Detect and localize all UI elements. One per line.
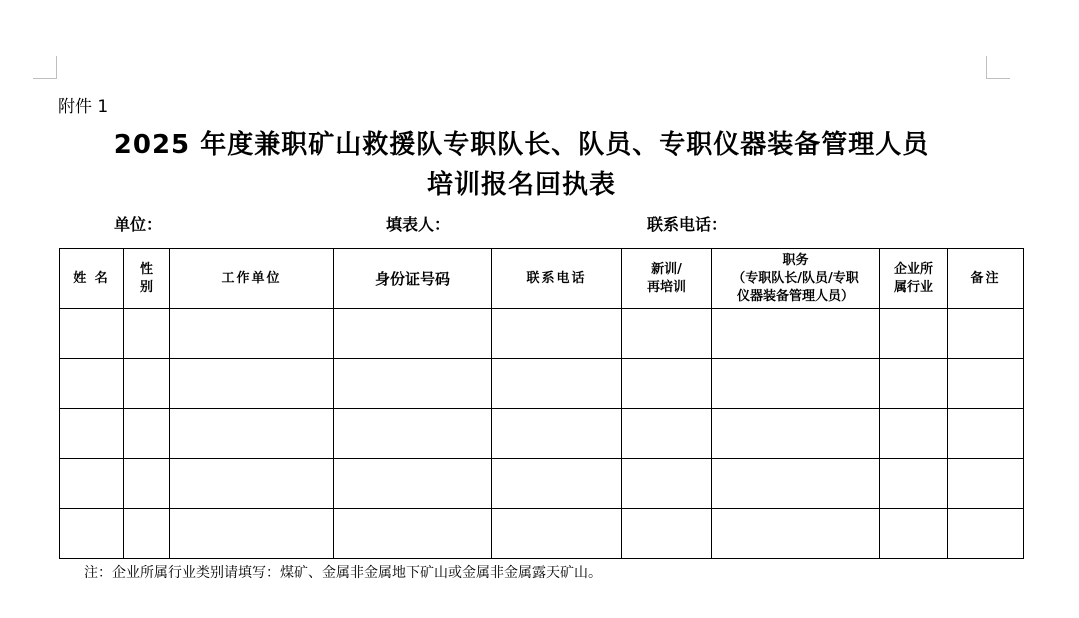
name-cell[interactable] [60, 359, 124, 409]
phone-cell[interactable] [492, 409, 622, 459]
gender-cell[interactable] [124, 459, 170, 509]
gender-cell[interactable] [124, 309, 170, 359]
table-header-row [60, 249, 1024, 309]
document-title-line-2: 培训报名回执表 [426, 170, 616, 200]
document-title-line-1: 2025 年度兼职矿山救援队专职队长、队员、专职仪器装备管理人员 [113, 130, 930, 160]
unit-label: 单位： [114, 215, 163, 234]
remarks-cell[interactable] [948, 409, 1024, 459]
industry-cell[interactable] [880, 359, 948, 409]
header-work-unit: 工作单位 [170, 249, 334, 309]
position-cell[interactable] [712, 509, 880, 559]
training-type-cell[interactable] [622, 509, 712, 559]
gender-cell[interactable] [124, 409, 170, 459]
work-unit-cell[interactable] [170, 459, 334, 509]
name-cell[interactable] [60, 459, 124, 509]
header-position: 职务 （专职队长/队员/专职 仪器装备管理人员） [712, 249, 880, 309]
header-name: 姓 名 [60, 249, 124, 309]
industry-cell[interactable] [880, 459, 948, 509]
page-corner-mark-top-left [33, 56, 57, 79]
header-id-number: 身份证号码 [334, 249, 492, 309]
id-number-cell[interactable] [334, 309, 492, 359]
training-type-cell[interactable] [622, 309, 712, 359]
header-gender: 性 别 [124, 249, 170, 309]
training-type-cell[interactable] [622, 459, 712, 509]
page-corner-mark-top-right [986, 56, 1010, 79]
table-row [60, 409, 1024, 459]
work-unit-cell[interactable] [170, 309, 334, 359]
id-number-cell[interactable] [334, 509, 492, 559]
position-cell[interactable] [712, 359, 880, 409]
position-cell[interactable] [712, 309, 880, 359]
registration-table [59, 248, 1024, 559]
header-remarks: 备注 [948, 249, 1024, 309]
phone-cell[interactable] [492, 309, 622, 359]
remarks-cell[interactable] [948, 509, 1024, 559]
phone-cell[interactable] [492, 509, 622, 559]
gender-cell[interactable] [124, 509, 170, 559]
position-cell[interactable] [712, 459, 880, 509]
table-body [60, 309, 1024, 559]
remarks-cell[interactable] [948, 459, 1024, 509]
industry-cell[interactable] [880, 509, 948, 559]
filler-label: 填表人： [386, 215, 451, 234]
table-row [60, 309, 1024, 359]
header-industry: 企业所 属行业 [880, 249, 948, 309]
table-row [60, 459, 1024, 509]
gender-cell[interactable] [124, 359, 170, 409]
table-row [60, 359, 1024, 409]
position-cell[interactable] [712, 409, 880, 459]
phone-cell[interactable] [492, 359, 622, 409]
attachment-label: 附件 1 [58, 97, 109, 117]
work-unit-cell[interactable] [170, 409, 334, 459]
header-phone: 联系电话 [492, 249, 622, 309]
work-unit-cell[interactable] [170, 359, 334, 409]
header-training-type: 新训/ 再培训 [622, 249, 712, 309]
training-type-cell[interactable] [622, 409, 712, 459]
id-number-cell[interactable] [334, 359, 492, 409]
table-row [60, 509, 1024, 559]
id-number-cell[interactable] [334, 409, 492, 459]
remarks-cell[interactable] [948, 309, 1024, 359]
work-unit-cell[interactable] [170, 509, 334, 559]
remarks-cell[interactable] [948, 359, 1024, 409]
industry-cell[interactable] [880, 309, 948, 359]
name-cell[interactable] [60, 509, 124, 559]
id-number-cell[interactable] [334, 459, 492, 509]
name-cell[interactable] [60, 309, 124, 359]
contact-phone-label: 联系电话： [647, 215, 728, 234]
industry-cell[interactable] [880, 409, 948, 459]
footnote: 注：企业所属行业类别请填写：煤矿、金属非金属地下矿山或金属非金属露天矿山。 [84, 565, 602, 581]
name-cell[interactable] [60, 409, 124, 459]
training-type-cell[interactable] [622, 359, 712, 409]
phone-cell[interactable] [492, 459, 622, 509]
